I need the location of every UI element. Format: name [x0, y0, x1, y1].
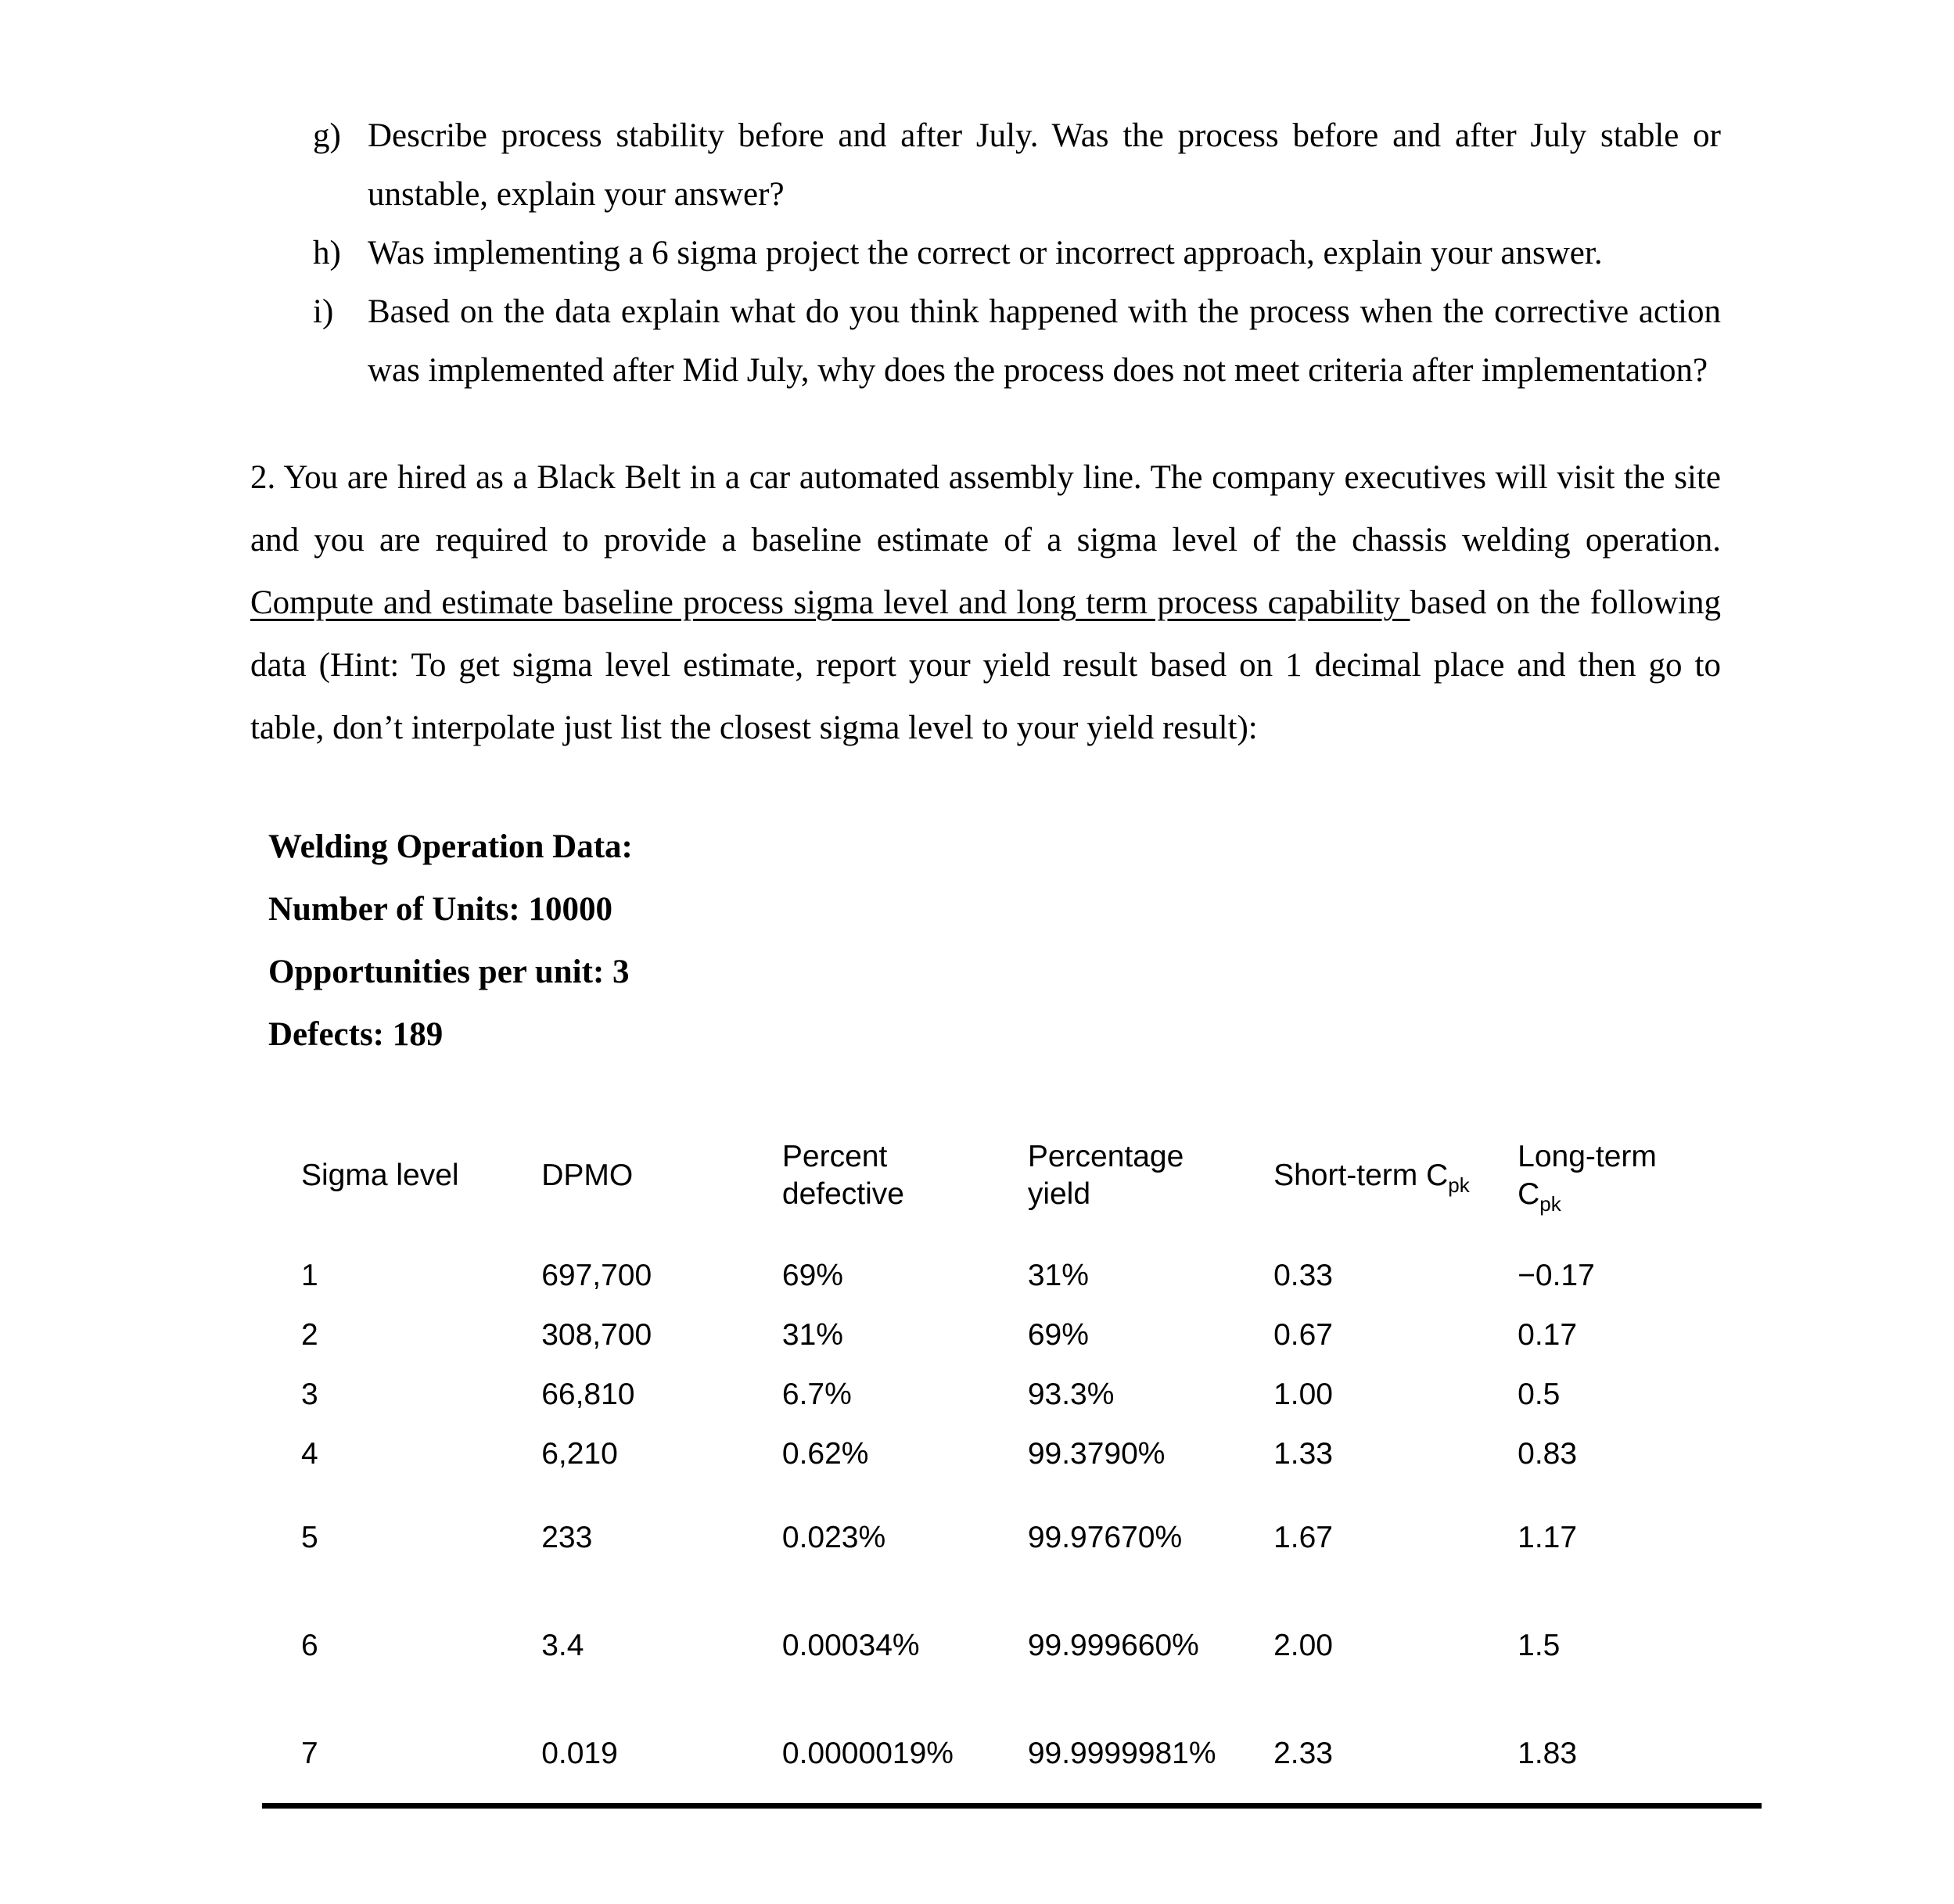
paragraph-text-before: 2. You are hired as a Black Belt in a car automated assembly line. The company executives will visit the site and you are required to provide a baseline estimate of a sigma level of the chassis welding operation.: [250, 459, 1721, 559]
table-header-row: [301, 1127, 1721, 1246]
table-cell: 1.33: [1273, 1437, 1333, 1471]
sigma-level-table: [301, 1127, 1721, 1784]
header-percent-defective: Percent defective: [781, 1140, 905, 1211]
table-cell: 0.17: [1518, 1318, 1578, 1352]
table-cell: 6.7%: [781, 1378, 852, 1411]
table-cell: 69%: [1027, 1318, 1089, 1352]
question-item-g: [313, 106, 1721, 224]
question-text: Describe process stability before and after July. Was the process before and after July stable or unstable, explain your answer?: [368, 117, 1721, 213]
table-cell: 2: [301, 1318, 318, 1352]
header-short-term-cpk: Short-term $C_{pk}$: [1273, 1159, 1470, 1197]
table-cell: 99.97670%: [1027, 1521, 1183, 1554]
table-cell: 3.4: [541, 1629, 584, 1662]
table-cell: 308,700: [541, 1318, 652, 1352]
table-cell: 0.0000019%: [781, 1737, 954, 1770]
table-cell: 6,210: [541, 1437, 618, 1471]
table-row: [301, 1484, 1721, 1568]
data-block-opportunities: Opportunities per unit: 3: [268, 954, 630, 990]
question-marker: h): [313, 235, 341, 271]
table-cell: 2.00: [1273, 1629, 1333, 1662]
table-cell: 0.62%: [781, 1437, 869, 1471]
horizontal-divider: [262, 1803, 1762, 1809]
table-row: [301, 1568, 1721, 1676]
table-cell: 1.83: [1518, 1737, 1578, 1770]
question-text: Based on the data explain what do you think happened with the process when the corrective action was implemented after Mid July, why does the process does not meet criteria after implementation?: [368, 293, 1721, 389]
problem-2-paragraph: [250, 447, 1721, 760]
table-cell: 1.17: [1518, 1521, 1578, 1554]
table-cell: 0.67: [1273, 1318, 1333, 1352]
header-dpmo: DPMO: [541, 1159, 634, 1192]
welding-data-block: [268, 816, 1721, 1066]
table-cell: −0.17: [1518, 1259, 1595, 1292]
table-cell: 0.83: [1518, 1437, 1578, 1471]
question-item-i: [313, 282, 1721, 400]
table-cell: 2.33: [1273, 1737, 1333, 1770]
table-cell: 99.3790%: [1027, 1437, 1166, 1471]
table-cell: 69%: [781, 1259, 843, 1292]
data-block-units: Number of Units: 10000: [268, 891, 612, 928]
header-percentage-yield: Percentage yield: [1027, 1140, 1184, 1211]
paragraph-underlined-phrase: Compute and estimate baseline process sigma level and long term process capability: [250, 584, 1410, 621]
question-marker: g): [313, 117, 341, 154]
question-item-h: [313, 224, 1721, 282]
table-cell: 1: [301, 1259, 318, 1292]
table-cell: 233: [541, 1521, 593, 1554]
table-cell: 66,810: [541, 1378, 635, 1411]
table-cell: 697,700: [541, 1259, 652, 1292]
table-cell: 7: [301, 1737, 318, 1770]
table-cell: 1.67: [1273, 1521, 1333, 1554]
table-row: [301, 1306, 1721, 1365]
table-cell: 1.00: [1273, 1378, 1333, 1411]
table-cell: 31%: [1027, 1259, 1089, 1292]
table-cell: 1.5: [1518, 1629, 1561, 1662]
paragraph-text-after: based on the following data (Hint: To get sigma level estimate, report your yield result based on 1 decimal place and then go to table, don’t interpolate just list the closest sigma level to your yield result):: [250, 584, 1721, 746]
table-cell: 0.33: [1273, 1259, 1333, 1292]
table-cell: 0.5: [1518, 1378, 1561, 1411]
header-long-term-cpk: Long-term $C_{pk}$: [1518, 1140, 1657, 1216]
table-cell: 31%: [781, 1318, 843, 1352]
question-marker: i): [313, 293, 334, 330]
table-cell: 0.023%: [781, 1521, 886, 1554]
table-row: [301, 1246, 1721, 1306]
table-cell: 0.019: [541, 1737, 618, 1770]
table-cell: 99.9999981%: [1027, 1737, 1216, 1770]
table-row: [301, 1365, 1721, 1424]
table-cell: 0.00034%: [781, 1629, 920, 1662]
table-cell: 3: [301, 1378, 318, 1411]
question-text: Was implementing a 6 sigma project the correct or incorrect approach, explain your answer.: [368, 235, 1603, 271]
header-sigma-level: Sigma level: [301, 1159, 459, 1192]
table-cell: 93.3%: [1027, 1378, 1115, 1411]
data-block-defects: Defects: 189: [268, 1016, 444, 1053]
data-block-title: Welding Operation Data:: [268, 828, 633, 865]
question-list: [250, 106, 1721, 400]
table-cell: 6: [301, 1629, 318, 1662]
table-row: [301, 1424, 1721, 1484]
table-cell: 99.999660%: [1027, 1629, 1199, 1662]
table-cell: 5: [301, 1521, 318, 1554]
table-cell: 4: [301, 1437, 318, 1471]
table-row: [301, 1676, 1721, 1784]
